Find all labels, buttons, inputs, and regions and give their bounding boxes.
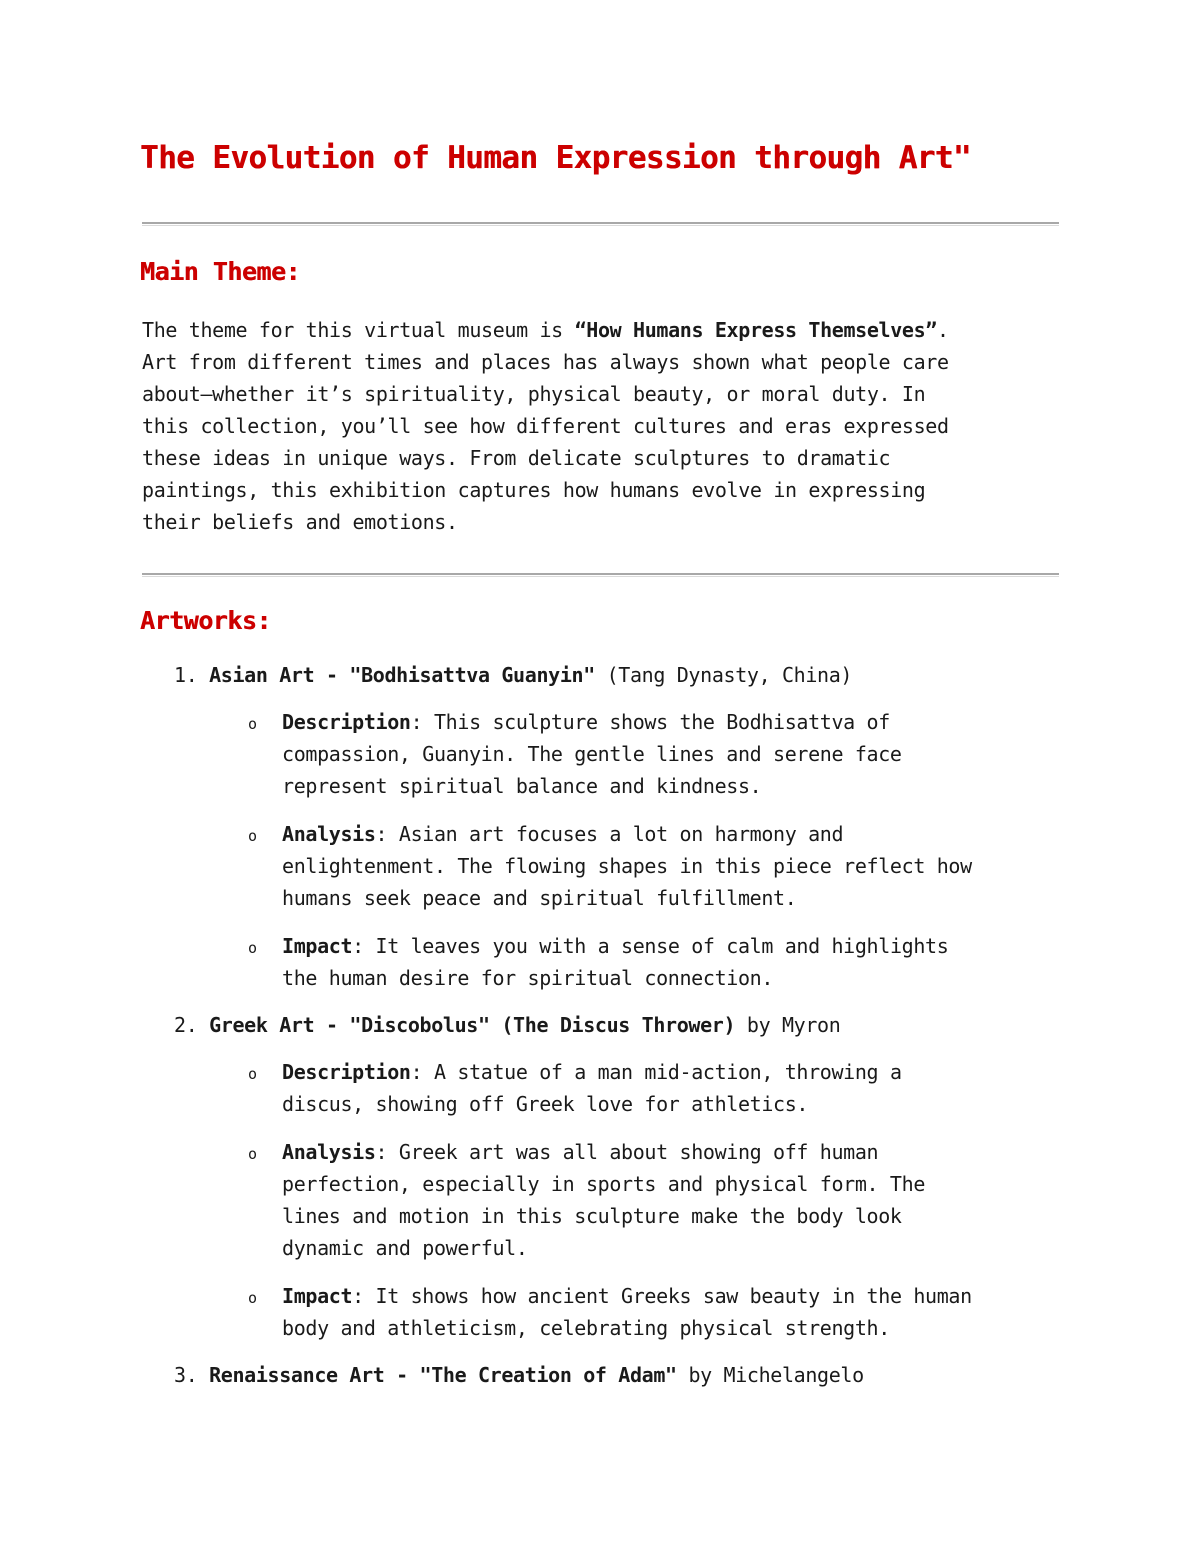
paragraph-line: this collection, you’ll see how different cultures and eras expressed (142, 414, 949, 438)
horizontal-divider (142, 222, 1059, 226)
bullet-label: Impact (282, 1284, 353, 1308)
artwork-title: Renaissance Art - "The Creation of Adam" (209, 1363, 677, 1387)
list-number: 2. (174, 1013, 198, 1037)
paragraph-line: Art from different times and places has always shown what people care (142, 350, 949, 374)
bullet-label: Impact (282, 934, 353, 958)
paragraph-line: The theme for this virtual museum is “How Humans Express Themselves”. (142, 318, 949, 342)
document-title: The Evolution of Human Expression through Art" (140, 140, 971, 176)
list-number: 1. (174, 663, 198, 687)
paragraph-line: their beliefs and emotions. (142, 510, 458, 534)
bullet-marker: o (248, 827, 257, 845)
artwork-title: Greek Art - "Discobolus" (The Discus Thrower) (209, 1013, 736, 1037)
artworks-heading: Artworks: (140, 606, 271, 635)
paragraph-line: about—whether it’s spirituality, physical beauty, or moral duty. In (142, 382, 926, 406)
horizontal-divider (142, 573, 1059, 577)
bullet-label: Analysis (282, 1140, 376, 1164)
bullet-label: Analysis (282, 822, 376, 846)
artwork-item-greek-art (174, 1009, 840, 1041)
list-number: 3. (174, 1363, 198, 1387)
bullet-marker: o (248, 1289, 257, 1307)
bullet-label: Description (282, 1060, 411, 1084)
emphasized-theme: “How Humans Express Themselves” (574, 318, 937, 342)
artwork-item-renaissance-art (174, 1359, 864, 1391)
artwork-item-asian-art (174, 659, 852, 691)
bullet-marker: o (248, 939, 257, 957)
main-theme-heading: Main Theme: (140, 257, 301, 286)
paragraph-line: these ideas in unique ways. From delicate sculptures to dramatic (142, 446, 891, 470)
bullet-marker: o (248, 1145, 257, 1163)
paragraph-line: paintings, this exhibition captures how humans evolve in expressing (142, 478, 926, 502)
artwork-title: Asian Art - "Bodhisattva Guanyin" (209, 663, 595, 687)
artwork-attribution: (Tang Dynasty, China) (594, 663, 853, 687)
document-page: The Evolution of Human Expression through Art" Main Theme: The theme for this virtual museum is “How Humans Express Themselves”. Art from different times and places has always shown what people care about—whether it’s spirituality, physical beauty, or moral duty. In this collection, you’ll see how different cultures and eras expressed these ideas in unique ways. From delicate sculptures to dramatic paintings, this exhibition captures how humans evolve in expressing their beliefs and emotions. Artworks: 1. Asian Art - "Bodhisattva Guanyin" (Tang Dynasty, China) o Description: This sculpture shows the Bodhisattva of compassion, Guanyin. The gentle lines and serene face represent spiritual balance and kindness. o Analysis: Asian art focuses a lot on harmony and enlightenment. The flowing shapes in this piece reflect how humans seek peace and spiritual fulfillment. o Impact: It leaves you with a sense of calm and highlights the human desire for spiritual connection. 2. Greek Art - "Discobolus" (The Discus Thrower) by Myron o Description: A statue of a man mid-action, throwing a discus, showing off Greek love for athletics. o Analysis: Greek art was all about showing off human perfection, especially in sports and physical form. The lines and motion in this sculpture make the body look dynamic and powerful. o Impact: It shows how ancient Greeks saw beauty in the human body and athleticism, celebrating physical strength. 3. Renaissance Art - "The Creation of Adam" by Michelangelo (0, 0, 1200, 1553)
bullet-marker: o (248, 1065, 257, 1083)
artwork-attribution: by Myron (735, 1013, 841, 1037)
main-theme-paragraph (142, 314, 1062, 538)
artwork-attribution: by Michelangelo (676, 1363, 864, 1387)
bullet-marker: o (248, 715, 257, 733)
bullet-label: Description (282, 710, 411, 734)
